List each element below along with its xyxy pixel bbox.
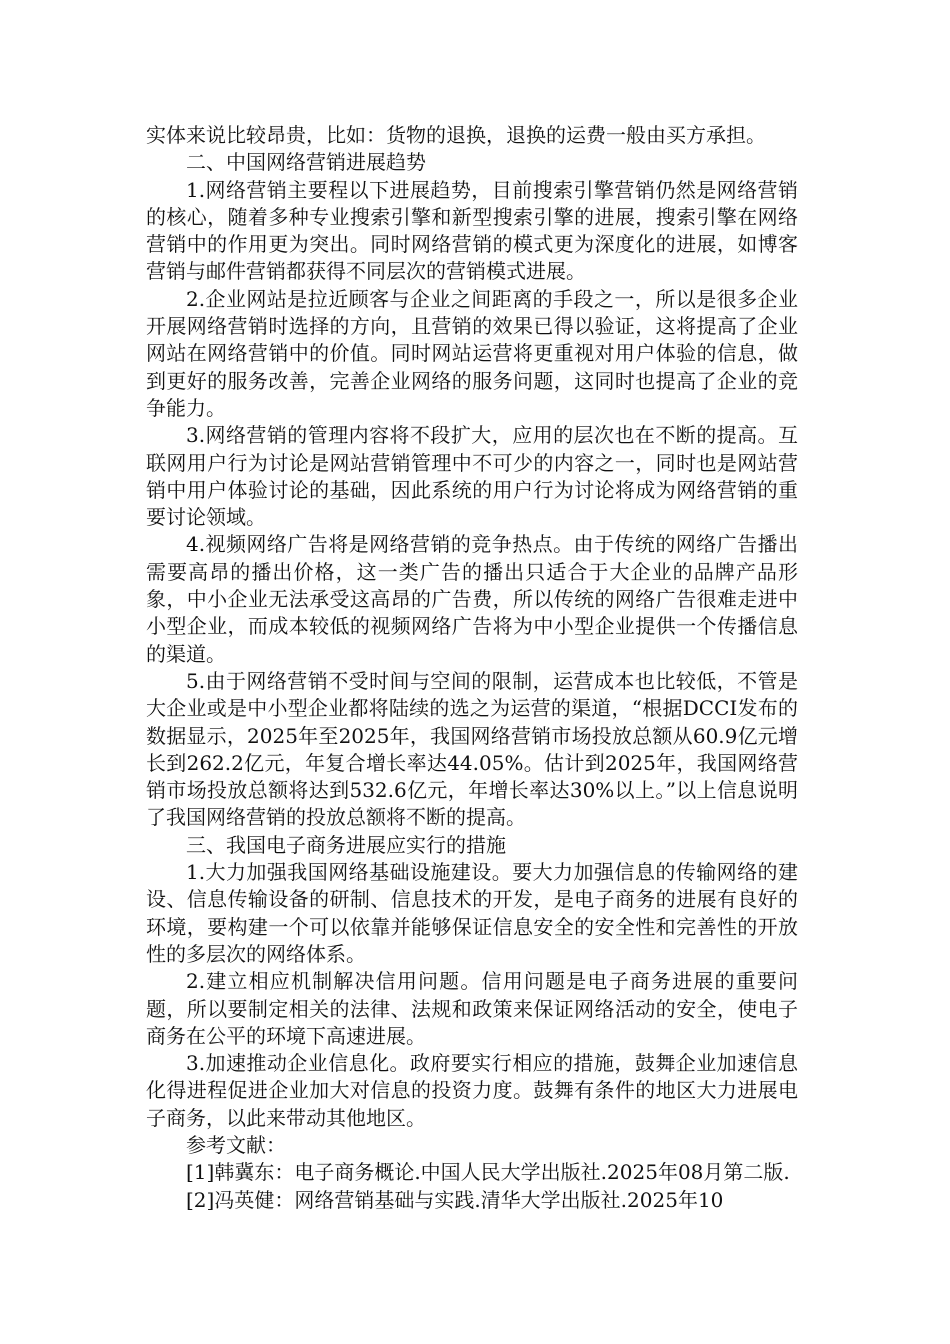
reference-item-1: [1]韩冀东：电子商务概论.中国人民大学出版社.2025年08月第二版. xyxy=(186,1160,790,1185)
reference-item-2: [2]冯英健：网络营销基础与实践.清华大学出版社.2025年10 xyxy=(186,1187,724,1212)
paragraph-measure-2: 2.建立相应机制解决信用问题。信用问题是电子商务进展的重要问题，所以要制定相关的法律、法规和政策来保证网络活动的安全，使电子商务在公平的环境下高速进展。 xyxy=(146,969,798,1048)
paragraph-trend-5: 5.由于网络营销不受时间与空间的限制，运营成本也比较低，不管是大企业或是中小型企业都将陆续的选之为运营的渠道，“根据DCCI发布的数据显示，2025年至2025年，我国网络营销市场投放总额从60.9亿元增长到262.2亿元，年复合增长率达44.05%。估计到2025年，我国网络营销市场投放总额将达到532.6亿元，年增长率达30%以上。”以上信息说明了我国网络营销的投放总额将不断的提高。 xyxy=(146,668,798,830)
paragraph-continuation: 实体来说比较昂贵，比如：货物的退换，退换的运费一般由买方承担。 xyxy=(146,123,766,147)
paragraph-trend-3: 3.网络营销的管理内容将不段扩大，应用的层次也在不断的提高。互联网用户行为讨论是网站营销管理中不可少的内容之一，同时也是网站营销中用户体验讨论的基础，因此系统的用户行为讨论将成为网络营销的重要讨论领域。 xyxy=(146,423,798,530)
section-heading-3: 三、我国电子商务进展应实行的措施 xyxy=(186,832,506,857)
paragraph-trend-4: 4.视频网络广告将是网络营销的竞争热点。由于传统的网络广告播出需要高昂的播出价格，这一类广告的播出只适合于大企业的品牌产品形象，中小企业无法承受这高昂的广告费，所以传统的网络广告很难走进中小型企业，而成本较低的视频网络广告将为中小型企业提供一个传播信息的渠道。 xyxy=(146,532,798,666)
paragraph-trend-2: 2.企业网站是拉近顾客与企业之间距离的手段之一，所以是很多企业开展网络营销时选择的方向，且营销的效果已得以验证，这将提高了企业网站在网络营销中的价值。同时网站运营将更重视对用户体验的信息，做到更好的服务改善，完善企业网络的服务问题，这同时也提高了企业的竞争能力。 xyxy=(146,286,798,420)
paragraph-measure-1: 1.大力加强我国网络基础设施建设。要大力加强信息的传输网络的建设、信息传输设备的研制、信息技术的开发，是电子商务的进展有良好的环境，要构建一个可以依靠并能够保证信息安全的安全性和完善性的开放性的多层次的网络体系。 xyxy=(146,860,798,966)
references-heading: 参考文献： xyxy=(186,1132,286,1157)
document-body xyxy=(146,122,798,1214)
paragraph-trend-1: 1.网络营销主要程以下进展趋势，目前搜索引擎营销仍然是网络营销的核心，随着多种专业搜索引擎和新型搜索引擎的进展，搜索引擎在网络营销中的作用更为突出。同时网络营销的模式更为深度化的进展，如博客营销与邮件营销都获得不同层次的营销模式进展。 xyxy=(146,177,798,284)
paragraph-measure-3: 3.加速推动企业信息化。政府要实行相应的措施，鼓舞企业加速信息化得进程促进企业加大对信息的投资力度。鼓舞有条件的地区大力进展电子商务，以此来带动其他地区。 xyxy=(146,1051,798,1130)
section-heading-2: 二、中国网络营销进展趋势 xyxy=(186,150,426,175)
